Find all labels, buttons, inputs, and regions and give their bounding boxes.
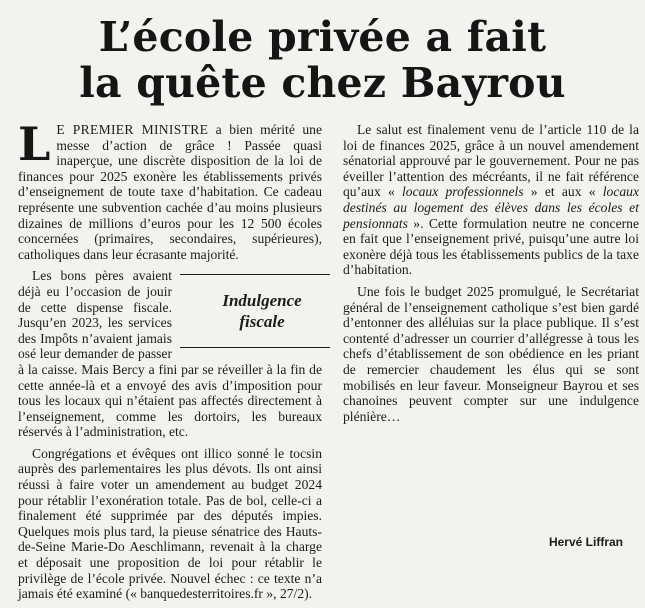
- byline: Hervé Liffran: [548, 535, 623, 549]
- paragraph-5: Une fois le budget 2025 promulgué, le Secrétariat général de l’enseignement catholique s’est bien gardé d’entonner des alléluias sur la place publique. Il s’est contenté d’adresser un courrier d’allégresse à tous les chefs d’établissement de son obédience en les priant de remercier chaudement les élus qui se sont mobilisés en leur faveur. Monseigneur Bayrou et ses chanoines peuvent compter sur une indulgence plénière…: [343, 283, 639, 424]
- paragraph-4-text-c: ». Cette formulation neutre ne concerne en fait que l’enseignement privé, puisqu’une autre loi exonère déjà tous les établissements publics de la taxe d’habitation.: [343, 215, 639, 278]
- inset-line-2: fiscale: [239, 312, 285, 332]
- paragraph-4-text-a: Le salut est finalement venu de l’article 110 de la loi de finances 2025, grâce à un nouvel amendement sénatorial approuvé par le gouvernement. Pour ne pas éveiller l’attention des mécréants, il ne fait référence qu’aux «: [343, 122, 639, 200]
- drop-cap: L: [18, 117, 51, 171]
- quote-1: locaux professionnels: [402, 184, 524, 200]
- headline-line-2: la quête chez Bayrou: [79, 59, 566, 107]
- headline-line-1: L’école privée a fait: [98, 13, 547, 61]
- paragraph-3: Congrégations et évêques ont illico sonné le tocsin auprès des parlementaires les plus dévots. Ils ont ainsi réussi à faire voter un amendement au budget 2024 pour rétablir l’exonération totale. Pas de bol, celle-ci a finalement été supprimée par des députés impies. Quelques mois plus tard, la pieuse sénatrice des Hauts-de-Seine Marie-Do Aeschlimann, revenait à la charge et déposait une proposition de loi pour rétablir le privilège de l’école privée. Nouvel échec : ce texte n’a jamais été examiné (« banquedesterritoires.fr », 27/2).: [18, 445, 322, 602]
- inset-line-1: Indulgence: [222, 291, 302, 311]
- paragraph-2-text: Les bons pères avaient déjà eu l’occasion de jouir de cette dispense fiscale. Jusqu’en 2023, les services des Impôts n’avaient jamais osé leur demander de passer à la caisse. Mais Bercy a fini par se réveiller à la fin de cette année-là et a envoyé des avis d’imposition pour tous les locaux qui n’étaient pas affectés directement à l’enseignement, comme les dortoirs, les bureaux réservés à l’administration, etc.: [18, 268, 322, 440]
- lead-in: E PREMIER MINISTRE: [56, 122, 209, 137]
- paragraph-1: [18, 117, 322, 262]
- headline: [0, 14, 645, 106]
- paragraph-2: [18, 268, 322, 440]
- quote-2: locaux destinés au logement des élèves dans les écoles et pensionnats: [343, 184, 640, 231]
- article-column-left: [18, 117, 322, 608]
- article-column-right: [343, 122, 639, 430]
- paragraph-4-text-b: » et aux «: [523, 184, 603, 200]
- paragraph-4: [343, 122, 639, 278]
- paragraph-1-text: a bien mérité une messe d’action de grâce ! Passée quasi inaperçue, une discrète disposition de la loi de finances pour 2025 exonère les établissements privés d’enseignement de toute taxe d’habitation. Ce cadeau représente une subvention cachée d’au moins plusieurs dizaines de millions d’euros pour les 12 500 écoles concernées (primaires, secondaires, supérieures), catholiques dans leur écrasante majorité.: [18, 122, 322, 262]
- inset-heading: [180, 274, 330, 348]
